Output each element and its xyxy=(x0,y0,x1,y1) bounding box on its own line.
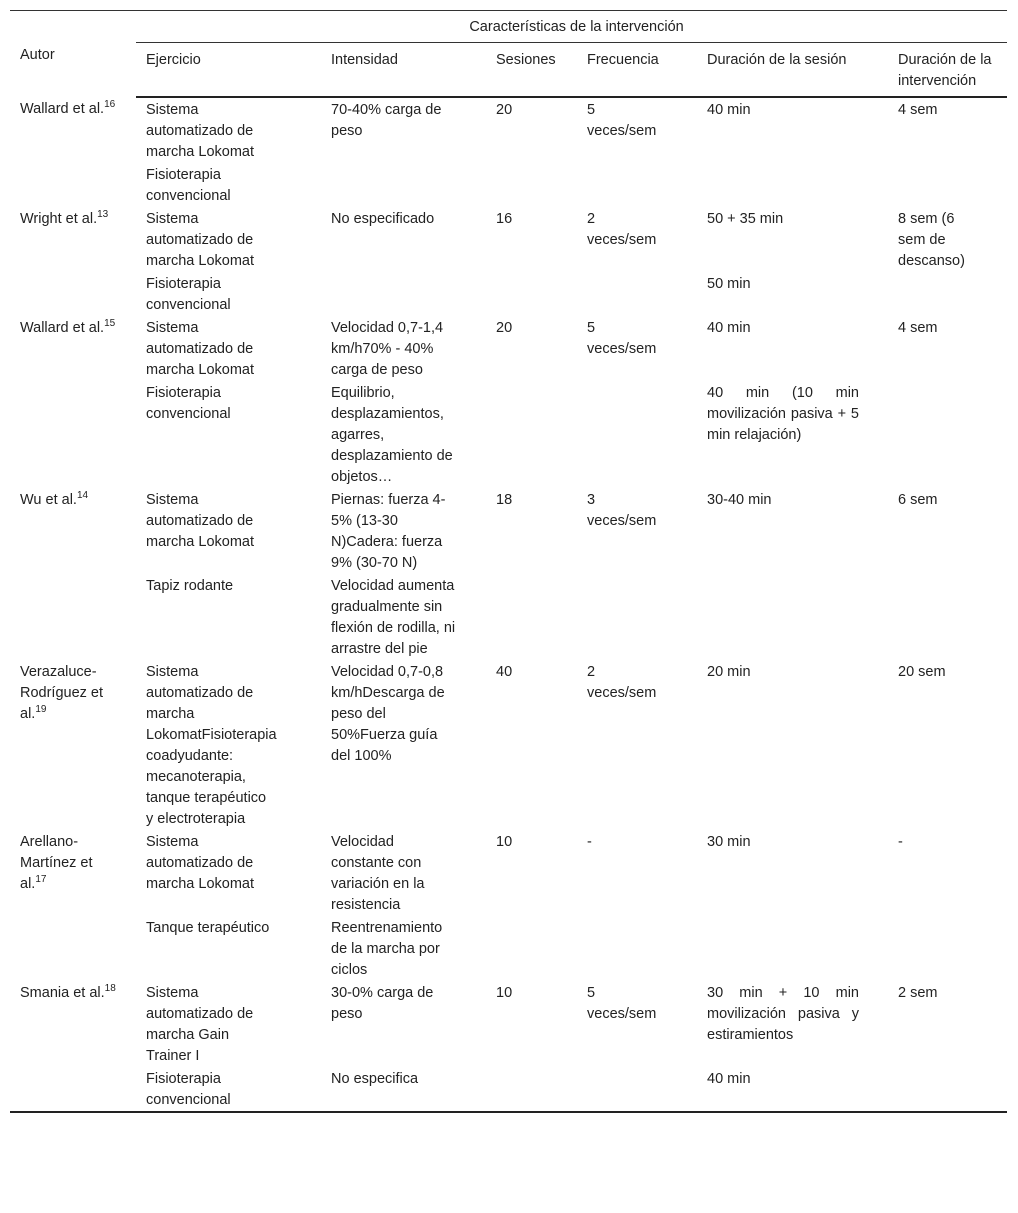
table-row xyxy=(10,488,1007,574)
cell-ejercicio xyxy=(136,1067,321,1111)
cell-intensidad xyxy=(321,830,486,916)
author-name: Wu et al. xyxy=(20,492,77,508)
header-duracion-sesion: Duración de la sesión xyxy=(697,43,888,98)
cell-sesiones xyxy=(486,272,577,316)
cell-ejercicio xyxy=(136,316,321,381)
header-author: Autor xyxy=(10,11,136,98)
cell-intensidad-text: Velocidad 0,7-0,8 km/hDescarga de peso del 50%Fuerza guía del 100% xyxy=(331,664,445,764)
cell-duracion-intervencion xyxy=(888,97,1007,163)
cell-sesiones xyxy=(486,488,577,574)
header-duracion-intervencion: Duración de la intervención xyxy=(888,43,1007,98)
cell-sesiones-text: 20 xyxy=(496,102,513,118)
cell-duracion-sesion xyxy=(697,574,888,660)
cell-author xyxy=(10,207,136,316)
cell-author xyxy=(10,316,136,488)
table-row xyxy=(10,207,1007,272)
table-container xyxy=(10,10,1007,1113)
cell-frecuencia xyxy=(577,316,697,381)
author-name: Wallard et al. xyxy=(20,320,105,336)
table-row xyxy=(10,316,1007,381)
table-row xyxy=(10,163,1007,207)
cell-author xyxy=(10,488,136,660)
author-name: Arellano-Martínez et al. xyxy=(20,834,93,892)
cell-ejercicio-text: Tapiz rodante xyxy=(146,578,234,594)
author-reference: 19 xyxy=(35,704,47,715)
cell-sesiones-text: 16 xyxy=(496,211,513,227)
table-row xyxy=(10,830,1007,916)
cell-duracion-sesion xyxy=(697,660,888,830)
cell-frecuencia-text: 3 veces/sem xyxy=(587,492,657,529)
author-name: Wright et al. xyxy=(20,211,98,227)
table-row xyxy=(10,916,1007,981)
header-ejercicio: Ejercicio xyxy=(136,43,321,98)
cell-duracion-sesion-text: 30 min xyxy=(707,834,751,850)
cell-sesiones-text: 20 xyxy=(496,320,513,336)
cell-duracion-intervencion xyxy=(888,1067,1007,1111)
cell-duracion-intervencion xyxy=(888,830,1007,916)
cell-duracion-sesion xyxy=(697,97,888,163)
cell-duracion-sesion xyxy=(697,272,888,316)
table-row xyxy=(10,981,1007,1067)
cell-ejercicio xyxy=(136,488,321,574)
cell-ejercicio-text: Sistema automatizado de marcha Gain Trainer I xyxy=(146,985,254,1064)
intervention-table xyxy=(10,10,1007,1111)
cell-intensidad-text: Equilibrio, desplazamientos, agarres, desplazamiento de objetos… xyxy=(331,385,453,485)
cell-sesiones xyxy=(486,163,577,207)
cell-author xyxy=(10,97,136,207)
cell-frecuencia-text: 5 veces/sem xyxy=(587,320,657,357)
cell-frecuencia xyxy=(577,163,697,207)
cell-duracion-sesion xyxy=(697,316,888,381)
cell-duracion-intervencion xyxy=(888,660,1007,830)
cell-intensidad xyxy=(321,660,486,830)
cell-frecuencia xyxy=(577,207,697,272)
cell-sesiones xyxy=(486,1067,577,1111)
cell-intensidad-text: 30-0% carga de peso xyxy=(331,985,434,1022)
cell-sesiones xyxy=(486,916,577,981)
cell-frecuencia xyxy=(577,97,697,163)
cell-sesiones xyxy=(486,97,577,163)
cell-intensidad xyxy=(321,574,486,660)
table-row xyxy=(10,660,1007,830)
cell-frecuencia-text: 2 veces/sem xyxy=(587,664,657,701)
cell-duracion-intervencion-text: 6 sem xyxy=(898,492,938,508)
cell-duracion-sesion-text: 20 min xyxy=(707,664,751,680)
cell-frecuencia xyxy=(577,1067,697,1111)
cell-intensidad xyxy=(321,1067,486,1111)
cell-duracion-intervencion xyxy=(888,981,1007,1067)
cell-ejercicio-text: Fisioterapia convencional xyxy=(146,1071,231,1108)
cell-ejercicio xyxy=(136,574,321,660)
cell-frecuencia xyxy=(577,272,697,316)
cell-duracion-intervencion xyxy=(888,316,1007,381)
cell-frecuencia-text: 5 veces/sem xyxy=(587,102,657,139)
cell-sesiones xyxy=(486,574,577,660)
cell-intensidad-text: Reentrenamiento de la marcha por ciclos xyxy=(331,920,443,978)
cell-duracion-sesion-text: 30 min + 10 min movilización pasiva y estiramientos xyxy=(707,985,859,1043)
cell-duracion-sesion-text: 50 min xyxy=(707,276,751,292)
cell-intensidad xyxy=(321,163,486,207)
header-characteristics: Características de la intervención xyxy=(136,11,1007,43)
cell-duracion-sesion-text: 40 min xyxy=(707,320,751,336)
cell-duracion-intervencion-text: 4 sem xyxy=(898,320,938,336)
cell-intensidad xyxy=(321,488,486,574)
table-bottom-rule xyxy=(10,1111,1007,1113)
cell-duracion-sesion xyxy=(697,207,888,272)
cell-ejercicio xyxy=(136,163,321,207)
author-reference: 13 xyxy=(97,209,109,220)
cell-duracion-sesion xyxy=(697,163,888,207)
table-row xyxy=(10,97,1007,163)
cell-ejercicio xyxy=(136,272,321,316)
cell-ejercicio xyxy=(136,381,321,488)
cell-intensidad xyxy=(321,207,486,272)
cell-duracion-intervencion xyxy=(888,916,1007,981)
cell-duracion-intervencion-text: 2 sem xyxy=(898,985,938,1001)
cell-intensidad-text: Piernas: fuerza 4-5% (13-30 N)Cadera: fuerza 9% (30-70 N) xyxy=(331,492,446,571)
cell-duracion-intervencion-text: 4 sem xyxy=(898,102,938,118)
cell-ejercicio xyxy=(136,97,321,163)
cell-frecuencia xyxy=(577,488,697,574)
cell-duracion-intervencion-text: - xyxy=(898,834,903,850)
cell-intensidad-text: Velocidad 0,7-1,4 km/h70% - 40% carga de peso xyxy=(331,320,444,378)
author-reference: 17 xyxy=(35,874,47,885)
table-row xyxy=(10,1067,1007,1111)
cell-sesiones-text: 40 xyxy=(496,664,513,680)
cell-ejercicio-text: Sistema automatizado de marcha Lokomat xyxy=(146,492,254,550)
cell-duracion-sesion-text: 40 min xyxy=(707,1071,751,1087)
cell-intensidad-text: Velocidad constante con variación en la resistencia xyxy=(331,834,425,913)
cell-duracion-intervencion xyxy=(888,488,1007,574)
cell-sesiones-text: 10 xyxy=(496,834,513,850)
cell-duracion-sesion xyxy=(697,488,888,574)
cell-sesiones xyxy=(486,981,577,1067)
cell-ejercicio-text: Sistema automatizado de marcha LokomatFisioterapia coadyudante: mecanoterapia, tanque terapéutico y electroterapia xyxy=(146,664,277,827)
cell-duracion-intervencion xyxy=(888,272,1007,316)
cell-duracion-sesion xyxy=(697,381,888,488)
cell-intensidad xyxy=(321,97,486,163)
cell-ejercicio xyxy=(136,981,321,1067)
cell-sesiones xyxy=(486,381,577,488)
cell-duracion-intervencion xyxy=(888,207,1007,272)
table-body xyxy=(10,97,1007,1111)
author-name: Wallard et al. xyxy=(20,101,105,117)
cell-sesiones xyxy=(486,660,577,830)
cell-frecuencia xyxy=(577,916,697,981)
cell-sesiones xyxy=(486,316,577,381)
author-reference: 18 xyxy=(104,983,116,994)
cell-intensidad-text: Velocidad aumenta gradualmente sin flexión de rodilla, ni arrastre del pie xyxy=(331,578,456,657)
cell-frecuencia xyxy=(577,574,697,660)
cell-duracion-intervencion xyxy=(888,381,1007,488)
cell-intensidad-text: 70-40% carga de peso xyxy=(331,102,442,139)
table-row xyxy=(10,574,1007,660)
author-name: Smania et al. xyxy=(20,985,105,1001)
cell-frecuencia xyxy=(577,830,697,916)
cell-intensidad xyxy=(321,316,486,381)
cell-intensidad-text: No especificado xyxy=(331,211,435,227)
cell-author xyxy=(10,981,136,1111)
cell-ejercicio-text: Sistema automatizado de marcha Lokomat xyxy=(146,102,254,160)
cell-duracion-sesion-text: 40 min (10 min movilización pasiva + 5 min relajación) xyxy=(707,385,859,443)
cell-author xyxy=(10,830,136,981)
cell-ejercicio-text: Fisioterapia convencional xyxy=(146,167,231,204)
cell-frecuencia-text: 5 veces/sem xyxy=(587,985,657,1022)
cell-intensidad xyxy=(321,381,486,488)
header-intensidad: Intensidad xyxy=(321,43,486,98)
cell-ejercicio-text: Fisioterapia convencional xyxy=(146,276,231,313)
cell-duracion-intervencion-text: 8 sem (6 sem de descanso) xyxy=(898,211,965,269)
table-row xyxy=(10,272,1007,316)
cell-ejercicio-text: Tanque terapéutico xyxy=(146,920,270,936)
table-row xyxy=(10,381,1007,488)
cell-ejercicio-text: Sistema automatizado de marcha Lokomat xyxy=(146,320,254,378)
cell-frecuencia-text: - xyxy=(587,834,592,850)
cell-sesiones xyxy=(486,207,577,272)
cell-frecuencia xyxy=(577,660,697,830)
cell-intensidad xyxy=(321,981,486,1067)
cell-ejercicio xyxy=(136,660,321,830)
cell-sesiones xyxy=(486,830,577,916)
author-reference: 14 xyxy=(76,490,89,501)
cell-duracion-sesion-text: 50 + 35 min xyxy=(707,211,784,227)
cell-duracion-sesion xyxy=(697,981,888,1067)
cell-duracion-sesion xyxy=(697,1067,888,1111)
cell-ejercicio-text: Sistema automatizado de marcha Lokomat xyxy=(146,834,254,892)
cell-duracion-sesion-text: 30-40 min xyxy=(707,492,772,508)
cell-intensidad xyxy=(321,916,486,981)
cell-frecuencia xyxy=(577,381,697,488)
cell-intensidad xyxy=(321,272,486,316)
cell-ejercicio xyxy=(136,830,321,916)
cell-duracion-sesion xyxy=(697,916,888,981)
cell-duracion-sesion xyxy=(697,830,888,916)
cell-author xyxy=(10,660,136,830)
cell-ejercicio-text: Fisioterapia convencional xyxy=(146,385,231,422)
cell-frecuencia-text: 2 veces/sem xyxy=(587,211,657,248)
cell-duracion-intervencion-text: 20 sem xyxy=(898,664,946,680)
header-frecuencia: Frecuencia xyxy=(577,43,697,98)
cell-intensidad-text: No especifica xyxy=(331,1071,419,1087)
cell-duracion-intervencion xyxy=(888,574,1007,660)
cell-duracion-sesion-text: 40 min xyxy=(707,102,751,118)
cell-ejercicio xyxy=(136,916,321,981)
author-reference: 16 xyxy=(104,99,116,110)
author-name: Verazaluce-Rodríguez et al. xyxy=(20,664,104,722)
cell-ejercicio xyxy=(136,207,321,272)
header-sesiones: Sesiones xyxy=(486,43,577,98)
cell-sesiones-text: 10 xyxy=(496,985,513,1001)
author-reference: 15 xyxy=(104,318,116,329)
cell-ejercicio-text: Sistema automatizado de marcha Lokomat xyxy=(146,211,254,269)
cell-sesiones-text: 18 xyxy=(496,492,513,508)
cell-frecuencia xyxy=(577,981,697,1067)
cell-duracion-intervencion xyxy=(888,163,1007,207)
